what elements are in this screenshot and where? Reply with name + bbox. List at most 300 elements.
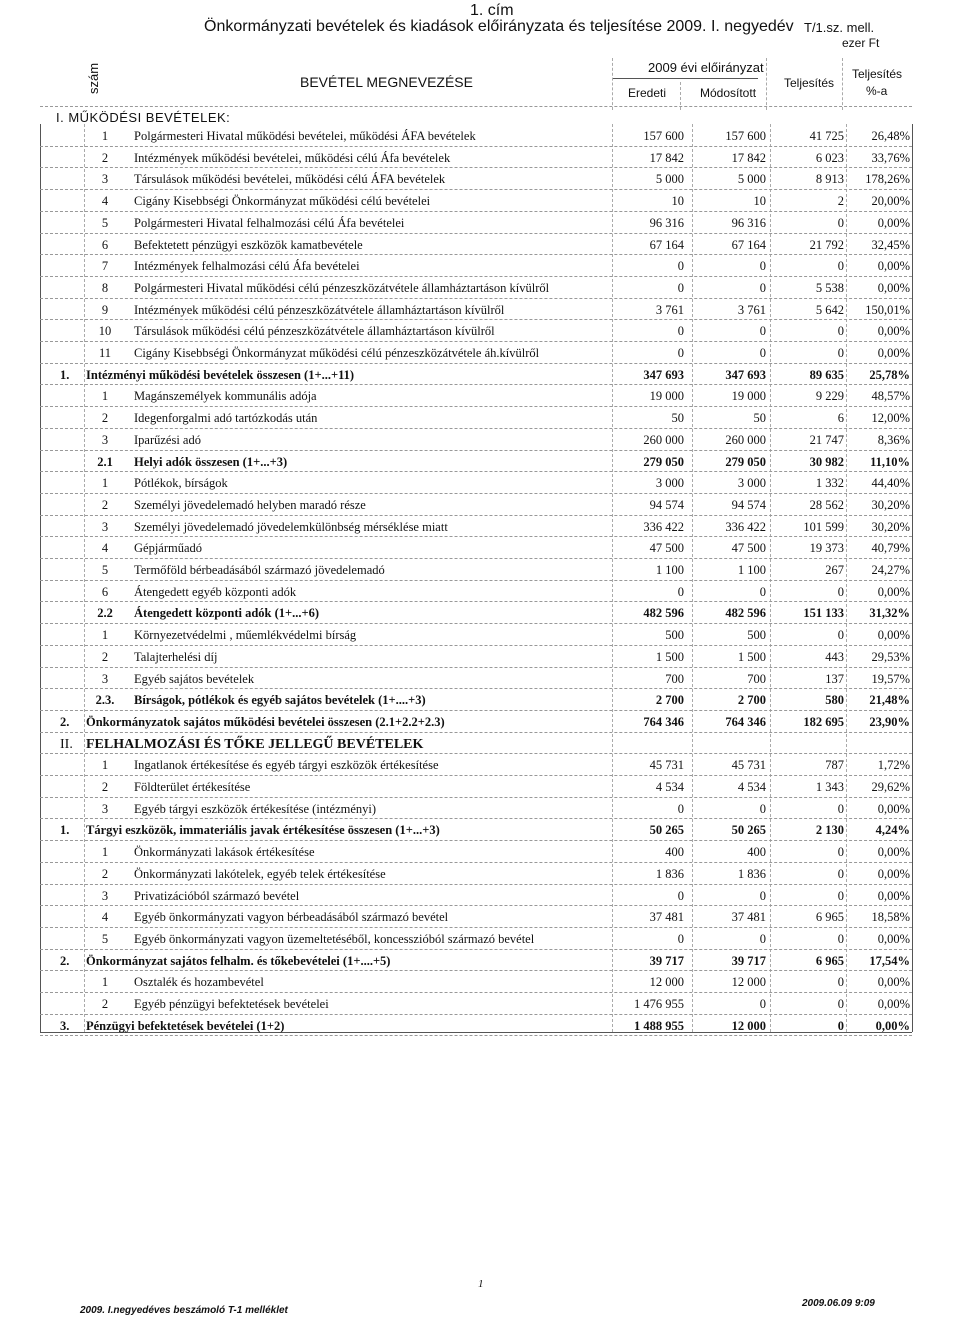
value-modositott: 4 534	[737, 780, 766, 794]
row-number: 1	[101, 845, 109, 860]
value-teljesites: 443	[825, 649, 844, 664]
table-row	[0, 625, 960, 647]
row-label: Magánszemélyek kommunális adója	[134, 389, 317, 404]
row-number: 10	[98, 324, 112, 339]
table-row	[0, 842, 960, 864]
value-modositott: 50 265	[731, 823, 766, 838]
row-separator	[40, 862, 912, 863]
row-label: Egyéb önkormányzati vagyon üzemeltetéséből, koncesszióból származó bevétel	[134, 931, 535, 946]
row-separator	[40, 970, 912, 971]
value-teljesites-pct: 0,00%	[875, 1018, 910, 1033]
value-eredeti: 4 534	[655, 780, 684, 794]
row-number: 2	[101, 997, 109, 1011]
value-teljesites: 1 343	[815, 780, 844, 794]
row-number: 3	[101, 671, 109, 686]
table-row	[0, 560, 960, 582]
value-eredeti: 96 316	[649, 215, 684, 230]
row-separator	[40, 233, 912, 234]
value-eredeti: 336 422	[643, 519, 684, 534]
value-modositott: 3 000	[737, 476, 766, 491]
value-teljesites: 28 562	[809, 497, 844, 512]
row-number: 3	[101, 888, 109, 903]
footer-timestamp: 2009.06.09 9:09	[802, 1298, 875, 1309]
value-teljesites-pct: 32,45%	[871, 237, 910, 252]
value-teljesites: 21 747	[809, 432, 844, 447]
value-modositott: 0	[759, 324, 766, 339]
row-label: Tárgyi eszközök, immateriális javak értékesítése összesen (1+...+3)	[86, 823, 440, 838]
row-number: 2	[101, 497, 109, 512]
value-eredeti: 12 000	[649, 975, 684, 990]
row-separator	[40, 623, 912, 624]
row-number: 3	[101, 519, 109, 534]
row-label: Helyi adók összesen (1+...+3)	[134, 454, 288, 469]
value-eredeti: 0	[677, 931, 684, 946]
row-number: 2	[101, 411, 109, 426]
table-row	[0, 799, 960, 821]
row-label: Átengedett központi adók (1+...+6)	[134, 606, 320, 621]
row-separator	[40, 732, 912, 733]
value-teljesites: 0	[837, 866, 844, 881]
row-separator	[40, 319, 912, 320]
value-teljesites-pct: 150,01%	[865, 302, 910, 317]
row-number: 2	[101, 649, 109, 664]
row-label: Önkormányzati lakótelek, egyéb telek értékesítése	[134, 866, 386, 881]
value-teljesites-pct: 0,00%	[877, 888, 910, 903]
table-row	[0, 972, 960, 994]
table-row	[0, 256, 960, 278]
column-header-teljesites-pct: Teljesítés	[852, 67, 903, 81]
value-modositott: 500	[747, 628, 766, 643]
table-row	[0, 755, 960, 777]
row-label: Cigány Kisebbségi Önkormányzat működési célú pénzeszközátvétele áh.kívülről	[134, 346, 540, 360]
row-separator	[40, 536, 912, 537]
value-teljesites-pct: 0,00%	[877, 215, 910, 230]
row-separator	[40, 189, 912, 190]
column-header-modositott: Módosított	[700, 86, 757, 100]
value-teljesites-pct: 23,90%	[869, 714, 910, 729]
row-number: II.	[60, 736, 73, 752]
row-label: Földterület értékesítése	[134, 780, 251, 794]
value-teljesites: 787	[825, 758, 844, 773]
row-label: Cigány Kisebbségi Önkormányzat működési célú bevételei	[134, 194, 431, 209]
table-row	[0, 690, 960, 712]
value-teljesites: 0	[837, 324, 844, 339]
table-row	[0, 300, 960, 322]
value-teljesites-pct: 33,76%	[871, 150, 910, 165]
value-teljesites: 6 023	[815, 150, 844, 165]
value-modositott: 12 000	[731, 1018, 766, 1033]
value-modositott: 3 761	[737, 302, 766, 317]
row-number: 2	[101, 150, 109, 165]
row-label: Társulások működési célú pénzeszközátvétele államháztartáson kívülről	[134, 324, 495, 339]
table-row	[0, 408, 960, 430]
table-row	[0, 582, 960, 604]
value-eredeti: 45 731	[649, 758, 684, 773]
value-modositott: 0	[759, 584, 766, 599]
value-modositott: 400	[747, 845, 766, 860]
value-modositott: 0	[759, 346, 766, 360]
row-separator	[40, 450, 912, 451]
value-teljesites-pct: 0,00%	[877, 324, 910, 339]
value-modositott: 1 500	[737, 649, 766, 664]
table-row	[0, 343, 960, 365]
value-modositott: 96 316	[731, 215, 766, 230]
row-separator	[40, 211, 912, 212]
row-number: 9	[101, 302, 109, 317]
value-modositott: 19 000	[731, 389, 766, 404]
value-teljesites-pct: 31,32%	[869, 606, 910, 621]
table-row	[0, 734, 960, 756]
row-label: Pótlékok, bírságok	[134, 476, 228, 491]
row-label: Intézmények működési bevételei, működési célú Áfa bevételek	[134, 150, 451, 165]
row-label: FELHALMOZÁSI ÉS TŐKE JELLEGŰ BEVÉTELEK	[86, 736, 424, 752]
row-separator	[40, 558, 912, 559]
value-teljesites: 0	[837, 259, 844, 274]
value-teljesites: 89 635	[809, 367, 844, 382]
table-row	[0, 929, 960, 951]
value-teljesites-pct: 0,00%	[877, 866, 910, 881]
value-teljesites-pct: 1,72%	[877, 758, 910, 773]
row-label: Társulások működési bevételei, működési célú ÁFA bevételek	[134, 172, 446, 187]
value-eredeti: 279 050	[643, 454, 684, 469]
column-header-teljesites-pct-unit: %-a	[866, 84, 888, 98]
value-modositott: 336 422	[725, 519, 766, 534]
value-teljesites: 0	[837, 931, 844, 946]
row-label: Egyéb sajátos bevételek	[134, 671, 255, 686]
row-separator	[40, 645, 912, 646]
table-row	[0, 148, 960, 170]
value-teljesites: 0	[837, 215, 844, 230]
value-teljesites: 0	[837, 845, 844, 860]
value-eredeti: 50 265	[649, 823, 684, 838]
value-modositott: 0	[759, 259, 766, 274]
value-eredeti: 1 476 955	[634, 997, 684, 1011]
row-label: Termőföld bérbeadásából származó jövedelemadó	[134, 563, 385, 577]
table-row	[0, 777, 960, 799]
row-separator	[40, 384, 912, 385]
value-modositott: 5 000	[737, 172, 766, 187]
row-number: 1	[101, 129, 109, 143]
column-header-teljesites: Teljesítés	[784, 76, 835, 90]
row-separator	[40, 146, 912, 147]
row-number: 3	[101, 172, 109, 187]
value-teljesites: 19 373	[809, 541, 844, 556]
value-teljesites-pct: 25,78%	[869, 367, 910, 382]
value-teljesites-pct: 48,57%	[871, 389, 910, 404]
row-separator	[40, 363, 912, 364]
table-row	[0, 321, 960, 343]
row-number: 1	[101, 628, 109, 643]
table-row	[0, 452, 960, 474]
value-teljesites: 6 965	[815, 910, 844, 925]
row-number: 2.	[60, 953, 70, 968]
row-number: 1.	[60, 823, 70, 838]
row-number: 3	[101, 801, 109, 816]
row-separator	[40, 276, 912, 277]
row-label: Ingatlanok értékesítése és egyéb tárgyi eszközök értékesítése	[134, 758, 439, 773]
value-modositott: 0	[759, 801, 766, 816]
value-teljesites-pct: 0,00%	[877, 997, 910, 1011]
value-modositott: 39 717	[731, 953, 766, 968]
value-modositott: 157 600	[725, 129, 766, 143]
page-number: 1	[478, 1278, 484, 1290]
row-number: 6	[101, 237, 109, 252]
value-eredeti: 37 481	[649, 910, 684, 925]
value-teljesites-pct: 0,00%	[877, 584, 910, 599]
row-separator	[40, 884, 912, 885]
value-teljesites-pct: 30,20%	[871, 497, 910, 512]
value-modositott: 0	[759, 280, 766, 295]
value-eredeti: 0	[677, 324, 684, 339]
table-row	[0, 886, 960, 908]
row-number: 2	[101, 866, 109, 881]
value-teljesites: 21 792	[809, 237, 844, 252]
value-modositott: 260 000	[725, 432, 766, 447]
value-teljesites-pct: 0,00%	[877, 975, 910, 990]
row-number: 3.	[60, 1018, 70, 1033]
value-eredeti: 260 000	[643, 432, 684, 447]
row-label: Egyéb önkormányzati vagyon bérbeadásából származó bevétel	[134, 910, 449, 925]
value-eredeti: 5 000	[655, 172, 684, 187]
value-eredeti: 67 164	[649, 237, 684, 252]
value-teljesites: 0	[837, 628, 844, 643]
row-label: Polgármesteri Hivatal működési célú pénzeszközátvétele államháztartáson kívülről	[134, 280, 550, 295]
value-eredeti: 17 842	[649, 150, 684, 165]
value-teljesites: 580	[825, 693, 844, 708]
row-number: 5	[101, 563, 109, 577]
row-separator	[40, 1035, 912, 1036]
row-label: Polgármesteri Hivatal felhalmozási célú Áfa bevételei	[134, 215, 405, 230]
value-teljesites: 0	[837, 1018, 844, 1033]
row-label: Intézmények felhalmozási célú Áfa bevételei	[134, 259, 360, 274]
value-eredeti: 1 100	[655, 563, 684, 577]
value-teljesites: 5 538	[815, 280, 844, 295]
value-teljesites-pct: 178,26%	[865, 172, 910, 187]
value-teljesites: 0	[837, 801, 844, 816]
row-label: Önkormányzat sajátos felhalm. és tőkebevételei (1+....+5)	[86, 953, 391, 968]
row-separator	[40, 601, 912, 602]
value-teljesites: 0	[837, 997, 844, 1011]
value-teljesites-pct: 12,00%	[871, 411, 910, 426]
page-label-cim: 1. cím	[470, 2, 514, 19]
table-row	[0, 712, 960, 734]
value-eredeti: 50	[671, 411, 684, 426]
row-label: Pénzügyi befektetések bevételei (1+2)	[86, 1018, 285, 1033]
value-teljesites: 9 229	[815, 389, 844, 404]
value-modositott: 1 100	[737, 563, 766, 577]
row-label: Intézmények működési célú pénzeszközátvétele államháztartáson kívülről	[134, 302, 505, 317]
row-number: 4	[101, 910, 109, 925]
value-eredeti: 0	[677, 346, 684, 360]
value-teljesites-pct: 20,00%	[871, 194, 910, 209]
value-eredeti: 3 000	[655, 476, 684, 491]
table-row	[0, 495, 960, 517]
table-row	[0, 517, 960, 539]
row-number: 1	[101, 476, 109, 491]
row-separator	[40, 797, 912, 798]
value-eredeti: 1 500	[655, 649, 684, 664]
value-teljesites: 151 133	[803, 606, 844, 621]
value-eredeti: 10	[671, 194, 684, 209]
row-label: Egyéb pénzügyi befektetések bevételei	[134, 997, 329, 1011]
value-eredeti: 500	[665, 628, 684, 643]
row-number: 2.	[60, 714, 70, 729]
value-teljesites-pct: 29,62%	[871, 780, 910, 794]
row-separator	[40, 167, 912, 168]
column-header-year: 2009 évi előirányzat	[648, 60, 764, 75]
value-teljesites: 2 130	[815, 823, 844, 838]
value-modositott: 12 000	[731, 975, 766, 990]
value-eredeti: 482 596	[643, 606, 684, 621]
row-label: Bírságok, pótlékok és egyéb sajátos bevételek (1+....+3)	[134, 693, 426, 708]
value-modositott: 1 836	[737, 866, 766, 881]
row-separator	[40, 710, 912, 711]
unit-label: ezer Ft	[842, 36, 880, 50]
value-teljesites-pct: 0,00%	[877, 845, 910, 860]
row-separator	[40, 818, 912, 819]
value-teljesites: 1 332	[815, 476, 844, 491]
row-number: 6	[101, 584, 109, 599]
value-modositott: 0	[759, 997, 766, 1011]
row-label: Privatizációból származó bevétel	[134, 888, 300, 903]
value-teljesites: 6	[837, 411, 844, 426]
row-separator	[40, 471, 912, 472]
value-eredeti: 39 717	[649, 953, 684, 968]
table-row	[0, 365, 960, 387]
value-teljesites: 0	[837, 584, 844, 599]
row-label: Polgármesteri Hivatal működési bevételei, működési ÁFA bevételek	[134, 129, 476, 143]
table-row	[0, 538, 960, 560]
value-teljesites: 0	[837, 975, 844, 990]
value-modositott: 50	[753, 411, 766, 426]
value-eredeti: 157 600	[643, 129, 684, 143]
row-number: 4	[101, 194, 109, 209]
value-teljesites: 30 982	[809, 454, 844, 469]
value-teljesites: 0	[837, 346, 844, 360]
value-teljesites: 0	[837, 888, 844, 903]
row-label: Személyi jövedelemadó helyben maradó része	[134, 497, 366, 512]
column-header-szam: szám	[86, 62, 101, 94]
row-separator	[40, 667, 912, 668]
value-teljesites-pct: 0,00%	[877, 931, 910, 946]
value-modositott: 17 842	[731, 150, 766, 165]
value-eredeti: 1 836	[655, 866, 684, 881]
value-teljesites-pct: 44,40%	[871, 476, 910, 491]
value-eredeti: 0	[677, 259, 684, 274]
row-number: 3	[101, 432, 109, 447]
row-label: Intézményi működési bevételek összesen (1+...+11)	[86, 367, 355, 382]
row-label: Iparűzési adó	[134, 432, 201, 447]
value-teljesites: 41 725	[809, 129, 844, 143]
value-teljesites: 5 642	[815, 302, 844, 317]
value-teljesites: 101 599	[803, 519, 844, 534]
table-row	[0, 1016, 960, 1038]
value-eredeti: 2 700	[655, 693, 684, 708]
row-label: Környezetvédelmi , műemlékvédelmi bírság	[134, 628, 357, 643]
value-modositott: 700	[747, 671, 766, 686]
row-number: 1.	[60, 367, 70, 382]
value-modositott: 94 574	[731, 497, 766, 512]
row-separator	[40, 753, 912, 754]
section-title: I. MŰKÖDÉSI BEVÉTELEK:	[56, 110, 231, 125]
table-row	[0, 994, 960, 1016]
table-row	[0, 169, 960, 191]
row-number: 4	[101, 541, 109, 556]
row-separator	[40, 493, 912, 494]
table-row	[0, 647, 960, 669]
row-separator	[40, 1014, 912, 1015]
table-row	[0, 386, 960, 408]
row-number: 2.1	[97, 454, 113, 469]
row-separator	[40, 927, 912, 928]
row-separator	[40, 428, 912, 429]
table-row	[0, 278, 960, 300]
row-number: 5	[101, 215, 109, 230]
row-separator	[40, 580, 912, 581]
value-teljesites-pct: 0,00%	[877, 346, 910, 360]
row-number: 7	[101, 259, 109, 274]
row-number: 8	[101, 280, 109, 295]
row-label: Talajterhelési díj	[134, 649, 218, 664]
value-eredeti: 0	[677, 888, 684, 903]
value-teljesites-pct: 0,00%	[877, 259, 910, 274]
page-title: Önkormányzati bevételek és kiadások előirányzata és teljesítése 2009. I. negyedév	[204, 18, 794, 35]
value-modositott: 47 500	[731, 541, 766, 556]
row-separator	[40, 406, 912, 407]
value-eredeti: 19 000	[649, 389, 684, 404]
table-row	[0, 430, 960, 452]
row-label: Személyi jövedelemadó jövedelemkülönbség mérséklése miatt	[134, 519, 448, 534]
value-eredeti: 47 500	[649, 541, 684, 556]
value-eredeti: 400	[665, 845, 684, 860]
value-teljesites-pct: 24,27%	[871, 563, 910, 577]
value-teljesites-pct: 4,24%	[875, 823, 910, 838]
value-teljesites-pct: 19,57%	[871, 671, 910, 686]
row-label: Osztalék és hozambevétel	[134, 975, 264, 990]
row-separator	[40, 515, 912, 516]
value-eredeti: 0	[677, 801, 684, 816]
row-label: Idegenforgalmi adó tartózkodás után	[134, 411, 318, 426]
row-separator	[40, 254, 912, 255]
value-modositott: 347 693	[725, 367, 766, 382]
row-label: Önkormányzati lakások értékesítése	[134, 845, 315, 860]
table-row	[0, 907, 960, 929]
table-row	[0, 126, 960, 148]
value-modositott: 67 164	[731, 237, 766, 252]
row-separator	[40, 298, 912, 299]
value-eredeti: 1 488 955	[634, 1018, 684, 1033]
row-label: Átengedett egyéb központi adók	[134, 584, 297, 599]
value-modositott: 10	[753, 194, 766, 209]
table-row	[0, 820, 960, 842]
value-teljesites-pct: 30,20%	[871, 519, 910, 534]
table-row	[0, 213, 960, 235]
value-modositott: 0	[759, 931, 766, 946]
value-teljesites-pct: 40,79%	[871, 541, 910, 556]
table-row	[0, 951, 960, 973]
value-teljesites-pct: 21,48%	[869, 693, 910, 708]
row-separator	[40, 992, 912, 993]
value-teljesites: 8 913	[815, 172, 844, 187]
value-teljesites: 182 695	[803, 714, 844, 729]
row-separator	[40, 688, 912, 689]
value-teljesites-pct: 8,36%	[877, 432, 910, 447]
value-modositott: 45 731	[731, 758, 766, 773]
value-eredeti: 0	[677, 280, 684, 295]
row-separator	[40, 775, 912, 776]
row-label: Befektetett pénzügyi eszközök kamatbevétele	[134, 237, 363, 252]
value-teljesites-pct: 11,10%	[870, 454, 910, 469]
